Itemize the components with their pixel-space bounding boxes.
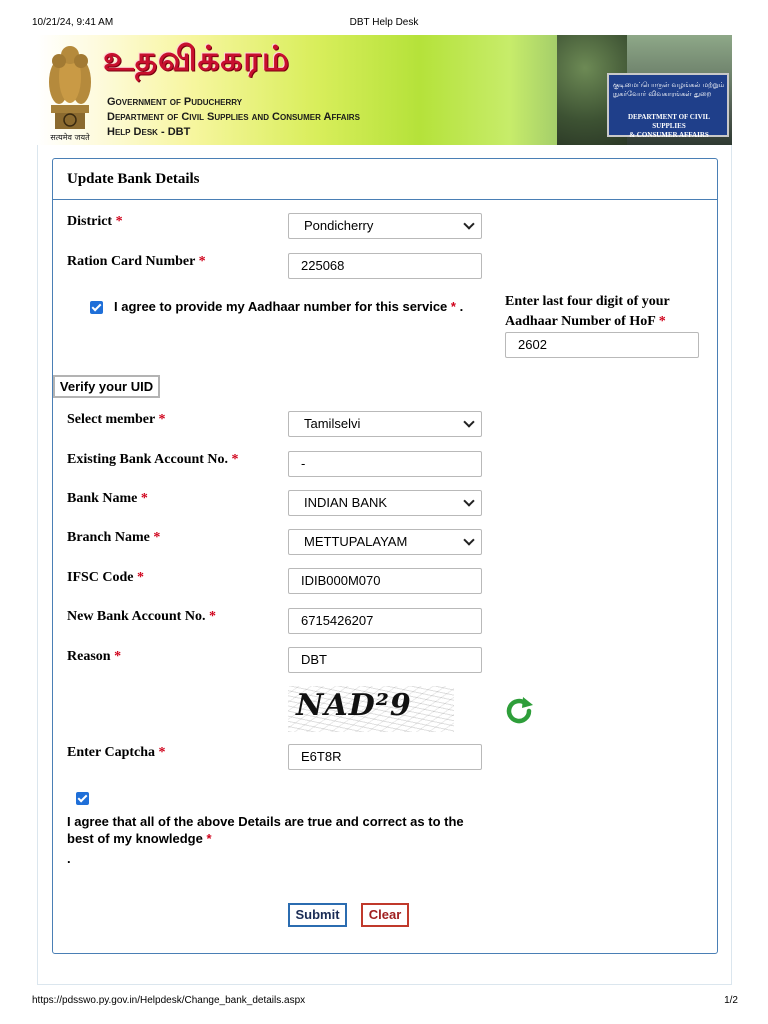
ration-card-input[interactable]: 225068 — [288, 253, 482, 279]
captcha-image — [288, 686, 454, 732]
reason-input[interactable]: DBT — [288, 647, 482, 673]
department-line-2: Department of Civil Supplies and Consumer Affairs — [107, 111, 360, 123]
office-signboard — [607, 73, 729, 137]
declaration-trailing-dot: . — [67, 851, 71, 866]
bank-name-select[interactable]: INDIAN BANK — [288, 490, 482, 516]
ifsc-input[interactable]: IDIB000M070 — [288, 568, 482, 594]
district-label: District * — [67, 214, 123, 229]
aadhaar-last4-label: Enter last four digit of your Aadhaar Number of HoF * — [505, 294, 670, 329]
reason-label: Reason * — [67, 649, 122, 664]
site-banner — [37, 35, 732, 145]
member-label: Select member * — [67, 412, 166, 427]
sign-tamil-2: நுகர்வோர் விவகாரங்கள் துறை — [613, 90, 712, 98]
verify-uid-button[interactable]: Verify your UID — [53, 375, 160, 398]
department-line-3: Help Desk - DBT — [107, 126, 191, 138]
department-lines — [107, 95, 360, 140]
chevron-down-icon — [463, 416, 474, 427]
sign-tamil-1: குடிமைப்பொருள் வழங்கல் மற்றும் — [613, 81, 725, 89]
existing-account-label: Existing Bank Account No. * — [67, 452, 239, 467]
new-account-label: New Bank Account No. * — [67, 609, 216, 624]
existing-account-input[interactable]: - — [288, 451, 482, 477]
aadhaar-consent-checkbox[interactable] — [90, 301, 103, 314]
aadhaar-last4-input[interactable]: 2602 — [505, 332, 699, 358]
office-photo — [557, 35, 732, 145]
district-select[interactable]: Pondicherry — [288, 213, 482, 239]
declaration-checkbox[interactable] — [76, 792, 89, 805]
clear-button[interactable]: Clear — [361, 903, 409, 927]
refresh-captcha-icon[interactable] — [503, 695, 535, 727]
print-header — [0, 17, 768, 31]
sign-english-2: & CONSUMER AFFAIRS — [629, 131, 709, 139]
submit-button[interactable]: Submit — [288, 903, 347, 927]
print-datetime: 10/21/24, 9:41 AM — [32, 17, 114, 28]
print-page-number: 1/2 — [724, 995, 738, 1006]
chevron-down-icon — [463, 534, 474, 545]
new-account-input[interactable]: 6715426207 — [288, 608, 482, 634]
captcha-label: Enter Captcha * — [67, 745, 166, 760]
state-emblem-icon — [41, 37, 99, 141]
bank-name-label: Bank Name * — [67, 491, 148, 506]
ifsc-label: IFSC Code * — [67, 570, 145, 585]
declaration-label: I agree that all of the above Details are true and correct as to the best of my knowledge * — [67, 814, 464, 846]
captcha-image-text: NAD²9 — [296, 688, 412, 723]
brand-title: உதவிக்கரம் — [103, 39, 291, 79]
department-line-1: Government of Puducherry — [107, 96, 243, 108]
branch-name-label: Branch Name * — [67, 530, 161, 545]
branch-name-select[interactable]: METTUPALAYAM — [288, 529, 482, 555]
aadhaar-consent-label: I agree to provide my Aadhaar number for this service * . — [114, 299, 464, 314]
chevron-down-icon — [463, 218, 474, 229]
panel-title: Update Bank Details — [53, 159, 717, 200]
sign-english-1: DEPARTMENT OF CIVIL SUPPLIES — [627, 113, 711, 130]
member-select[interactable]: Tamilselvi — [288, 411, 482, 437]
emblem-motto: सत्यमेव जयते — [50, 133, 90, 142]
ration-card-label: Ration Card Number * — [67, 254, 206, 269]
captcha-input[interactable]: E6T8R — [288, 744, 482, 770]
chevron-down-icon — [463, 495, 474, 506]
print-url: https://pdsswo.py.gov.in/Helpdesk/Change_bank_details.aspx — [32, 995, 306, 1006]
print-title: DBT Help Desk — [349, 17, 419, 28]
